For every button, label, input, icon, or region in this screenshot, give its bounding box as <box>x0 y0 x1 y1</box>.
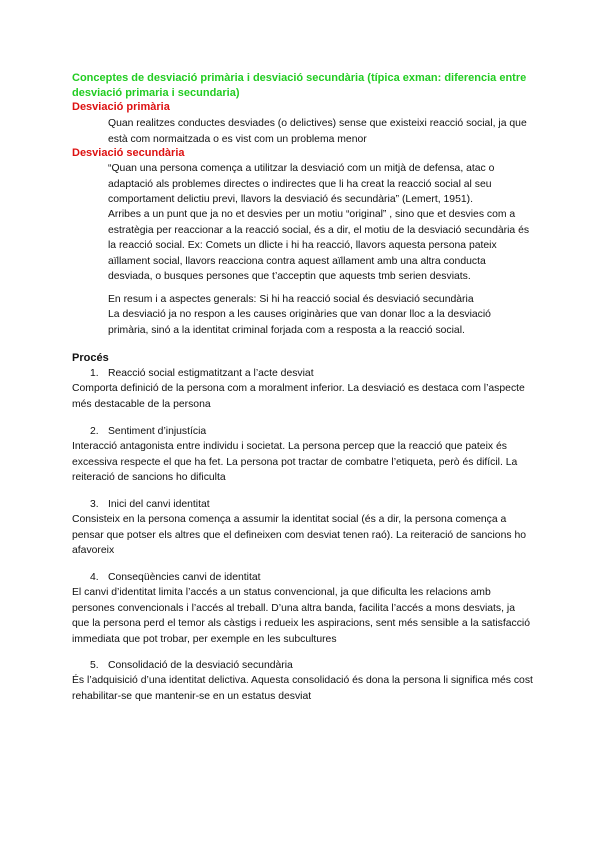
process-item-4-text: El canvi d’identitat limita l’accés a un status convencional, ja que dificulta les relacions amb persones convencionals i l’accés al treball. D’una altra banda, facilita l’accés a mons desviats, ja que la persona perd el temor als càstigs i redueix les aspiracions, sent més sensible a la satisfacció immediata que pot trobar, per exemple en les subcultures <box>72 587 530 645</box>
process-item-1-heading <box>90 366 314 381</box>
process-item-5-text: És l’adquisició d’una identitat delictiva. Aquesta consolidació és dona la persona li significa més cost rehabilitar-se que mantenir-se en un estatus desviat <box>72 675 533 702</box>
lemert-quote: “Quan una persona comença a utilitzar la desviació com un mitjà de defensa, atac o adaptació als problemes directes o indirectes que li ha creat la reacció social al seu comportament delictiu previ, llavors la desviació és secundària” (Lemert, 1951). <box>108 163 495 206</box>
process-item-4-heading <box>90 570 261 585</box>
process-item-3-heading <box>90 497 210 512</box>
process-item-4-title: Conseqüències canvi de identitat <box>108 572 261 583</box>
secondary-deviation-heading: Desviació secundària <box>72 147 185 159</box>
process-item-3-number: 3. <box>90 499 99 510</box>
process-item-3-title: Inici del canvi identitat <box>108 499 210 510</box>
process-item-4-number: 4. <box>90 572 99 583</box>
process-item-2-heading <box>90 424 206 439</box>
secondary-deviation-summary: En resum i a aspectes generals: Si hi ha reacció social és desviació secundària <box>108 294 474 305</box>
process-item-2-number: 2. <box>90 426 99 437</box>
process-item-5-heading <box>90 658 293 673</box>
secondary-deviation-identity: La desviació ja no respon a les causes originàries que van donar lloc a la desviació primària, sinó a la identitat criminal forjada com a resposta a la reacció social. <box>108 309 491 336</box>
process-item-1-title: Reacció social estigmatitzant a l’acte desviat <box>108 368 314 379</box>
process-item-1-text: Comporta definició de la persona com a moralment inferior. La desviació es destaca com l’aspecte més destacable de la persona <box>72 383 525 410</box>
process-item-5-title: Consolidació de la desviació secundària <box>108 660 293 671</box>
process-item-5-number: 5. <box>90 660 99 671</box>
primary-deviation-text: Quan realitzes conductes desviades (o delictives) sense que existeixi reacció social, ja que està com normaitzada o es vist com un problema menor <box>108 118 527 145</box>
page-title: Conceptes de desviació primària i desviació secundària (típica exman: diferencia entre desviació primaria i secundaria) <box>72 72 527 99</box>
primary-deviation-heading: Desviació primària <box>72 101 170 113</box>
process-heading: Procés <box>72 352 109 364</box>
process-item-2-title: Sentiment d’injustícia <box>108 426 207 437</box>
process-item-1-number: 1. <box>90 368 99 379</box>
process-item-3-text: Consisteix en la persona comença a assumir la identitat social (és a dir, la persona comença a pensar que potser els altres que el defineixen com desviat tenen raó). La reiteració de sancions ho afavoreix <box>72 514 526 557</box>
secondary-deviation-explanation: Arribes a un punt que ja no et desvies per un motiu “original” , sino que et desvies com a estratègia per reaccionar a la reacció social, és a dir, el motiu de la desviació secundària és la reacció social. Ex: Comets un dlicte i hi ha reacció, llavors aquesta persona pateix aïllament social, llavors reacciona contra aquest aïllament amb una altra conducta desviada, o busques persones que t’acceptin que aquests tmb serien desviats. <box>108 209 530 283</box>
process-item-2-text: Interacció antagonista entre individu i societat. La persona percep que la reacció que pateix és excessiva respecte el que ha fet. La persona pot tractar de combatre l’etiqueta, però és difícil. La reiteració de sancions ho dificulta <box>72 441 518 484</box>
